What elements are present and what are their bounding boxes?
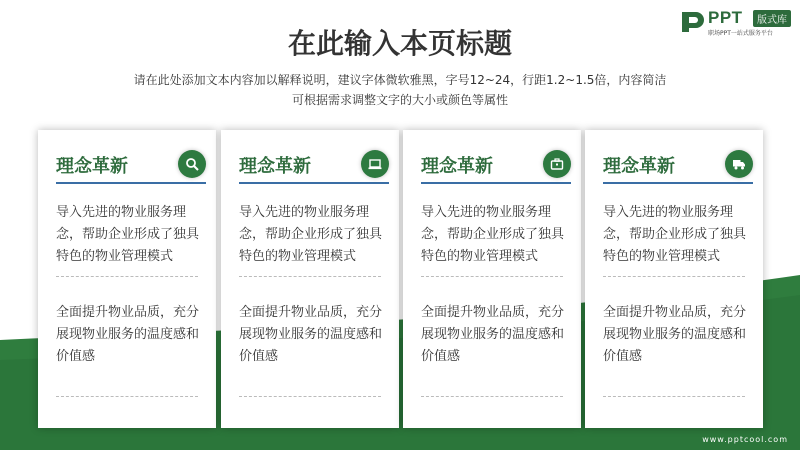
card-text-primary: 导入先进的物业服务理念，帮助企业形成了独具特色的物业管理模式 (239, 205, 383, 264)
card-text-primary: 导入先进的物业服务理念，帮助企业形成了独具特色的物业管理模式 (56, 205, 200, 264)
feature-card-2 (221, 130, 399, 428)
page-subtitle (100, 70, 700, 110)
card-title: 理念革新 (56, 156, 128, 177)
card-divider (56, 396, 198, 397)
card-divider (603, 276, 745, 277)
feature-card-3 (403, 130, 581, 428)
search-icon (178, 150, 206, 178)
card-text-primary: 导入先进的物业服务理念，帮助企业形成了独具特色的物业管理模式 (603, 205, 747, 264)
page-title: 在此输入本页标题 (287, 27, 512, 60)
logo-tagline: 职场PPT一站式服务平台 (708, 30, 773, 37)
card-text-secondary: 全面提升物业品质，充分展现物业服务的温度感和价值感 (603, 305, 747, 364)
truck-icon (725, 150, 753, 178)
card-header (56, 150, 206, 184)
laptop-icon (361, 150, 389, 178)
card-text-secondary: 全面提升物业品质，充分展现物业服务的温度感和价值感 (421, 305, 565, 364)
card-divider (603, 396, 745, 397)
feature-card-4 (585, 130, 763, 428)
card-divider (421, 276, 563, 277)
card-text-primary: 导入先进的物业服务理念，帮助企业形成了独具特色的物业管理模式 (421, 205, 565, 264)
card-header (421, 150, 571, 184)
subtitle-line-1: 请在此处添加文本内容加以解释说明，建议字体微软雅黑，字号12~24，行距1.2~1.5倍，内容简洁 (133, 73, 667, 87)
card-divider (56, 276, 198, 277)
subtitle-line-2: 可根据需求调整文字的大小或颜色等属性 (291, 93, 508, 107)
card-divider (239, 396, 381, 397)
card-header (603, 150, 753, 184)
logo-badge: 版式库 (753, 10, 791, 27)
card-divider (421, 396, 563, 397)
card-header (239, 150, 389, 184)
card-title: 理念革新 (603, 156, 675, 177)
card-title: 理念革新 (239, 156, 311, 177)
logo-brand-text: PPT (708, 8, 743, 27)
card-text-secondary: 全面提升物业品质，充分展现物业服务的温度感和价值感 (56, 305, 200, 364)
feature-card-1 (38, 130, 216, 428)
card-text-secondary: 全面提升物业品质，充分展现物业服务的温度感和价值感 (239, 305, 383, 364)
card-divider (239, 276, 381, 277)
card-title: 理念革新 (421, 156, 493, 177)
briefcase-icon (543, 150, 571, 178)
footer-url: www.pptcool.com (702, 435, 788, 444)
